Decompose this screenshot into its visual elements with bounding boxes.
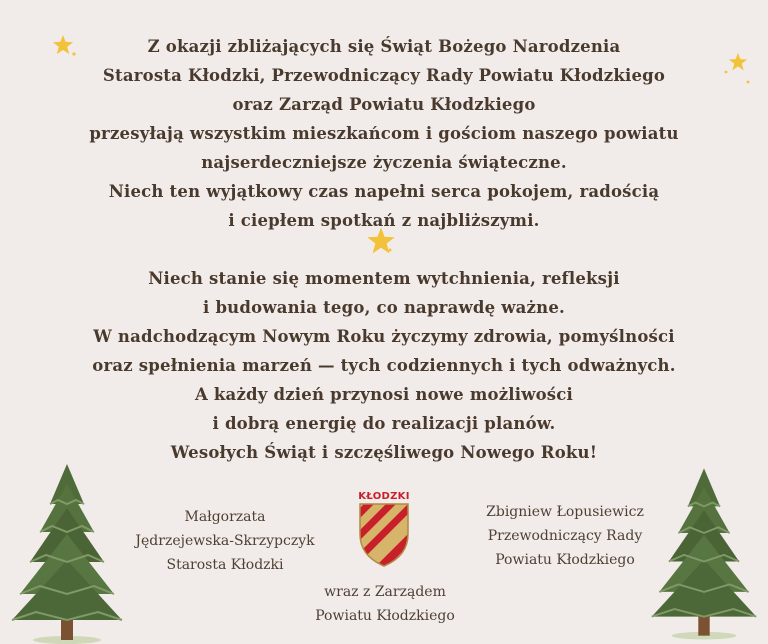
greeting-line: Niech ten wyjątkowy czas napełni serca pokojem, radością — [108, 182, 660, 201]
signature-line: Małgorzata — [184, 509, 266, 525]
crest-label: KŁODZKI — [358, 491, 410, 502]
signature-line: Powiatu Kłodzkiego — [315, 608, 455, 624]
signature-przewodniczacy — [440, 500, 690, 572]
signature-line: Starosta Kłodzki — [166, 557, 284, 573]
greeting-line: Wesołych Świąt i szczęśliwego Nowego Roku! — [170, 443, 598, 462]
greeting-line: i ciepłem spotkań z najbliższymi. — [228, 211, 540, 230]
greeting-text — [0, 32, 768, 467]
signature-line: wraz z Zarządem — [324, 584, 446, 600]
greeting-line: A każdy dzień przynosi nowe możliwości — [194, 385, 574, 404]
signature-line: Powiatu Kłodzkiego — [495, 552, 635, 568]
greeting-line: Niech stanie się momentem wytchnienia, refleksji — [148, 269, 620, 288]
greeting-line: najserdeczniejsze życzenia świąteczne. — [201, 153, 567, 172]
signature-starosta — [100, 505, 350, 577]
greeting-line: oraz Zarząd Powiatu Kłodzkiego — [232, 95, 536, 114]
greeting-line: W nadchodzącym Nowym Roku życzymy zdrowia, pomyślności — [93, 327, 675, 346]
signature-line: Jędrzejewska-Skrzypczyk — [135, 533, 315, 549]
greeting-line: Z okazji zbliżających się Świąt Bożego Narodzenia — [147, 37, 621, 56]
signature-line: Przewodniczący Rady — [487, 528, 643, 544]
paragraph-gap — [0, 235, 768, 264]
powiat-crest — [352, 486, 416, 568]
greeting-line: i dobrą energię do realizacji planów. — [212, 414, 556, 433]
greeting-line: i budowania tego, co naprawdę ważne. — [203, 298, 565, 317]
greeting-line: przesyłają wszystkim mieszkańcom i gościom naszego powiatu — [89, 124, 679, 143]
greeting-line: oraz spełnienia marzeń — tych codziennych i tych odważnych. — [92, 356, 676, 375]
greeting-line: Starosta Kłodzki, Przewodniczący Rady Powiatu Kłodzkiego — [102, 66, 666, 85]
signature-line: Zbigniew Łopusiewicz — [486, 504, 644, 520]
signature-zarzad — [260, 580, 510, 628]
